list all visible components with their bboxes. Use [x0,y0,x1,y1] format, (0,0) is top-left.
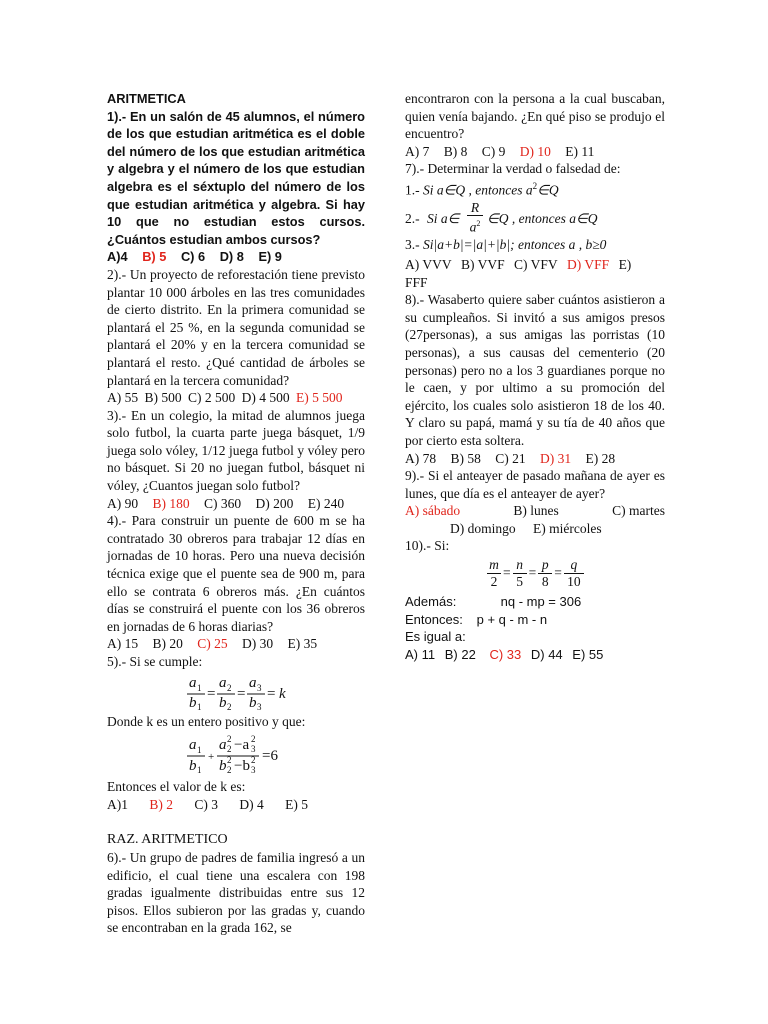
svg-text:=: = [237,685,246,702]
question-2-options [107,389,365,407]
q9-option-e: E) miércoles [533,520,602,536]
q7-s2-part-b: ∈Q , entonces a∈Q [487,210,598,226]
q5-option-a: A)1 [107,796,128,812]
svg-text:a: a [189,737,197,754]
q1-option-a: A)4 [107,249,128,265]
q5-condition-formula [107,732,365,776]
q7-s3-expression: Si|a+b|=|a|+|b|; entonces a , b≥0 [423,236,607,252]
q10-equals-3: = [554,565,562,581]
svg-text:1: 1 [197,682,202,693]
svg-text:2: 2 [251,755,256,766]
q10-den-2: 5 [516,573,523,589]
q7-s2-numerator: R [467,200,483,216]
q4-option-a: A) 15 [107,636,139,652]
q7-statement-1 [405,178,665,200]
q3-option-e: E) 240 [307,495,345,511]
question-1-options [107,248,365,266]
svg-text:1: 1 [197,765,202,776]
q6-option-a: A) 7 [405,143,430,159]
q6-option-d: D) 10 [519,143,551,159]
svg-text:b: b [249,694,257,711]
q10-fraction-1 [487,557,501,590]
q7-option-e: E) FFF [405,256,632,290]
q10-option-e: E) 55 [572,646,604,662]
q6-option-b: B) 8 [443,143,468,159]
q9-option-c: C) martes [612,503,665,519]
q10-option-a: A) 11 [405,646,436,662]
svg-text:−a: −a [234,737,250,754]
q5-option-d: D) 4 [239,796,264,812]
q10-fraction-2 [513,557,527,590]
svg-text:3: 3 [257,682,262,693]
q10-entonces-line [405,611,665,629]
svg-text:a: a [219,737,227,754]
svg-text:2: 2 [227,744,232,755]
question-7-options [405,256,665,291]
q7-s2-exponent: 2 [476,218,481,228]
question-6-options [405,143,665,161]
right-column [405,90,665,663]
q10-equals-2: = [528,565,537,581]
q10-num-3: p [538,557,552,574]
question-10-options [405,646,665,664]
q1-option-b: B) 5 [142,249,167,265]
q6-option-e: E) 11 [565,143,595,159]
q10-num-2: n [513,557,527,574]
q7-option-b: B) VVF [461,256,505,272]
q10-fraction-3 [538,557,552,590]
q2-option-d: D) 4 500 [241,390,290,406]
q10-ademas-expression: nq - mp = 306 [500,594,582,610]
question-7-text: 7).- Determinar la verdad o falsedad de: [405,161,621,177]
q10-num-1: m [487,557,501,574]
svg-text:a: a [219,674,227,691]
question-3-options [107,495,365,513]
question-5-intro: 5).- Si se cumple: [107,654,203,669]
svg-text:2: 2 [227,765,232,776]
svg-text:1: 1 [197,745,202,756]
svg-text:3: 3 [251,765,256,776]
question-5-options [107,796,365,814]
svg-text:a: a [189,674,197,691]
svg-text:3: 3 [257,701,262,711]
q8-option-c: C) 21 [495,450,526,466]
question-6-text-end: encontraron con la persona a la cual buscaban, quien venía bajando. ¿En qué piso se produjo el encuentro? [405,91,665,142]
q3-option-d: D) 200 [255,495,294,511]
svg-text:1: 1 [197,701,202,711]
q1-option-c: C) 6 [180,249,206,265]
q2-option-b: B) 500 [144,390,182,406]
q5-option-c: C) 3 [194,796,218,812]
question-9-options-row-2 [405,520,665,538]
q4-option-c: C) 25 [197,636,228,652]
svg-text:3: 3 [251,744,256,755]
section-title-raz-aritmetico: RAZ. ARITMETICO [107,832,228,848]
q10-entonces-label: Entonces: [405,611,463,627]
q2-option-e: E) 5 500 [296,390,343,406]
q10-ademas-line [405,593,665,611]
question-8-text: 8).- Wasaberto quiere saber cuántos asistieron a su cumpleaños. Si invitó a sus amigos presos (27personas), a sus amigas las porristas (10 personas), a sus causas del cementerio (20 personas) pero no a los 3 guardianes porque no le caen, y por ultimo a su promoción del ejército, los cuales solo asistieron 18 de los 40. Y claro su papá, mamá y su tía de 40 años que por cierto esta soltera. [405,292,665,448]
q9-option-b: B) lunes [513,503,559,519]
q6-option-c: C) 9 [481,143,506,159]
question-2-text: 2).- Un proyecto de reforestación tiene previsto plantar 10 000 árboles en las tres comunidades de cierto distrito. En la primera comunidad se plantará el 25 %, en la segunda comunidad se plantará el 20% y en la tercera comunidad se plantará el resto. ¿Qué cantidad de árboles se plantará en la tercera comunidad? [107,266,365,388]
question-3-text: 3).- En un colegio, la mitad de alumnos juega solo futbol, la cuarta parte juega básquet, 1/9 juega solo vóley, 1/12 juega futbol y vóley pero no básquet. Si 20 no juegan futbol, básquet ni vóley, ¿Cuantos juegan solo futbol? [107,407,365,494]
q7-option-a: A) VVV [405,256,452,272]
q4-option-b: B) 20 [152,636,183,652]
q9-option-d: D) domingo [450,520,516,536]
question-6-text-start: 6).- Un grupo de padres de familia ingresó a un edificio, el cual tiene una escalera con 198 gradas igualmente distribuidas entre sus 12 pisos. Ellos subieron por las gradas y, cuando se encontraban en la grada 162, se [107,849,365,936]
q7-s3-prefix: 3.- [405,236,420,252]
q10-den-1: 2 [490,573,498,589]
q7-statement-3 [405,236,665,256]
svg-text:b: b [219,694,227,711]
question-5-ending: Entonces el valor de k es: [107,779,246,795]
svg-text:2: 2 [227,682,232,693]
q7-s1-part-b: ∈Q [537,182,559,198]
q7-option-c: C) VFV [514,256,558,272]
q10-fraction-4 [564,557,584,590]
q7-s1-exponent: 2 [532,180,538,191]
q10-option-c: C) 33 [489,646,522,662]
q8-option-d: D) 31 [540,450,572,466]
q3-option-b: B) 180 [152,495,190,511]
q5-option-e: E) 5 [285,796,308,812]
svg-text:b: b [189,758,197,775]
q10-num-4: q [564,557,584,574]
left-column [107,90,365,937]
q7-s1-part-a: Si a∈Q , entonces a [423,182,533,198]
q8-option-a: A) 78 [405,450,437,466]
q8-option-e: E) 28 [585,450,616,466]
section-title-aritmetica: ARITMETICA [107,91,186,106]
svg-text:b: b [219,758,227,775]
q7-s2-fraction [467,200,483,235]
svg-text:b: b [189,694,197,711]
q10-option-b: B) 22 [444,646,476,662]
svg-text:2: 2 [251,734,256,745]
svg-text:2: 2 [227,701,232,711]
svg-text:+: + [208,751,215,764]
q3-option-c: C) 360 [204,495,242,511]
svg-text:2: 2 [227,734,232,745]
q10-igual-text: Es igual a: [405,629,466,645]
q4-option-e: E) 35 [287,636,318,652]
q3-option-a: A) 90 [107,495,139,511]
svg-text:=: = [207,685,216,702]
q10-ademas-label: Además: [405,594,457,610]
q7-s1-prefix: 1.- [405,182,420,198]
q2-option-c: C) 2 500 [188,390,236,406]
q1-option-d: D) 8 [219,249,244,265]
question-10-text: 10).- Si: [405,538,450,554]
q10-fraction-chain [487,555,584,591]
q9-option-a: A) sábado [405,503,461,519]
q7-s2-denominator: a [469,219,477,235]
q8-option-b: B) 58 [450,450,481,466]
svg-text:2: 2 [227,755,232,766]
question-9-options-row-1 [405,502,665,520]
q4-option-d: D) 30 [242,636,274,652]
question-8-options [405,450,665,468]
q1-option-e: E) 9 [258,249,282,265]
question-4-text: 4).- Para construir un puente de 600 m se ha contratado 30 obreros para trabajar 12 días en jornadas de 10 horas. Pero una nueva decisión técnica exige que el puente sea de 900 m, para ello se contrata 6 obreros más. ¿En cuántos días se construirá el puente con los 36 obreros en jornadas de 6 horas diarias? [107,513,365,634]
q7-s2-prefix: 2.- [405,210,420,226]
q10-entonces-expression: p + q - m - n [476,611,548,627]
question-1-text: 1).- En un salón de 45 alumnos, el número de los que estudian aritmética es el doble del número de los que estudian aritmética y algebra y el número de los que estudian algebra es el séxtuplo del número de los que estudian aritmética y algebra. Si hay 10 que no estudian estos cursos. ¿Cuántos estudian ambos cursos? [107,108,365,247]
q5-option-b: B) 2 [149,796,173,812]
q7-statement-2 [405,200,665,236]
svg-text:=6: =6 [262,748,278,765]
q7-s2-part-a: Si a∈ [427,210,460,226]
q2-option-a: A) 55 [107,390,139,406]
q7-option-d: D) VFF [567,256,610,272]
svg-text:k: k [279,685,286,702]
q10-option-d: D) 44 [530,646,563,662]
svg-text:−b: −b [234,758,250,775]
question-4-options [107,635,365,653]
svg-text:a: a [249,674,257,691]
question-9-text: 9).- Si el anteayer de pasado mañana de ayer es lunes, que día es el anteayer de ayer? [405,468,665,501]
q10-den-3: 8 [541,573,549,589]
question-5-middle: Donde k es un entero positivo y que: [107,713,306,729]
q10-den-4: 10 [567,573,581,589]
q10-proportion-formula [405,555,665,593]
q5-ratio-formula [107,673,365,711]
q10-equals-1: = [503,565,511,581]
svg-text:=: = [267,685,276,702]
